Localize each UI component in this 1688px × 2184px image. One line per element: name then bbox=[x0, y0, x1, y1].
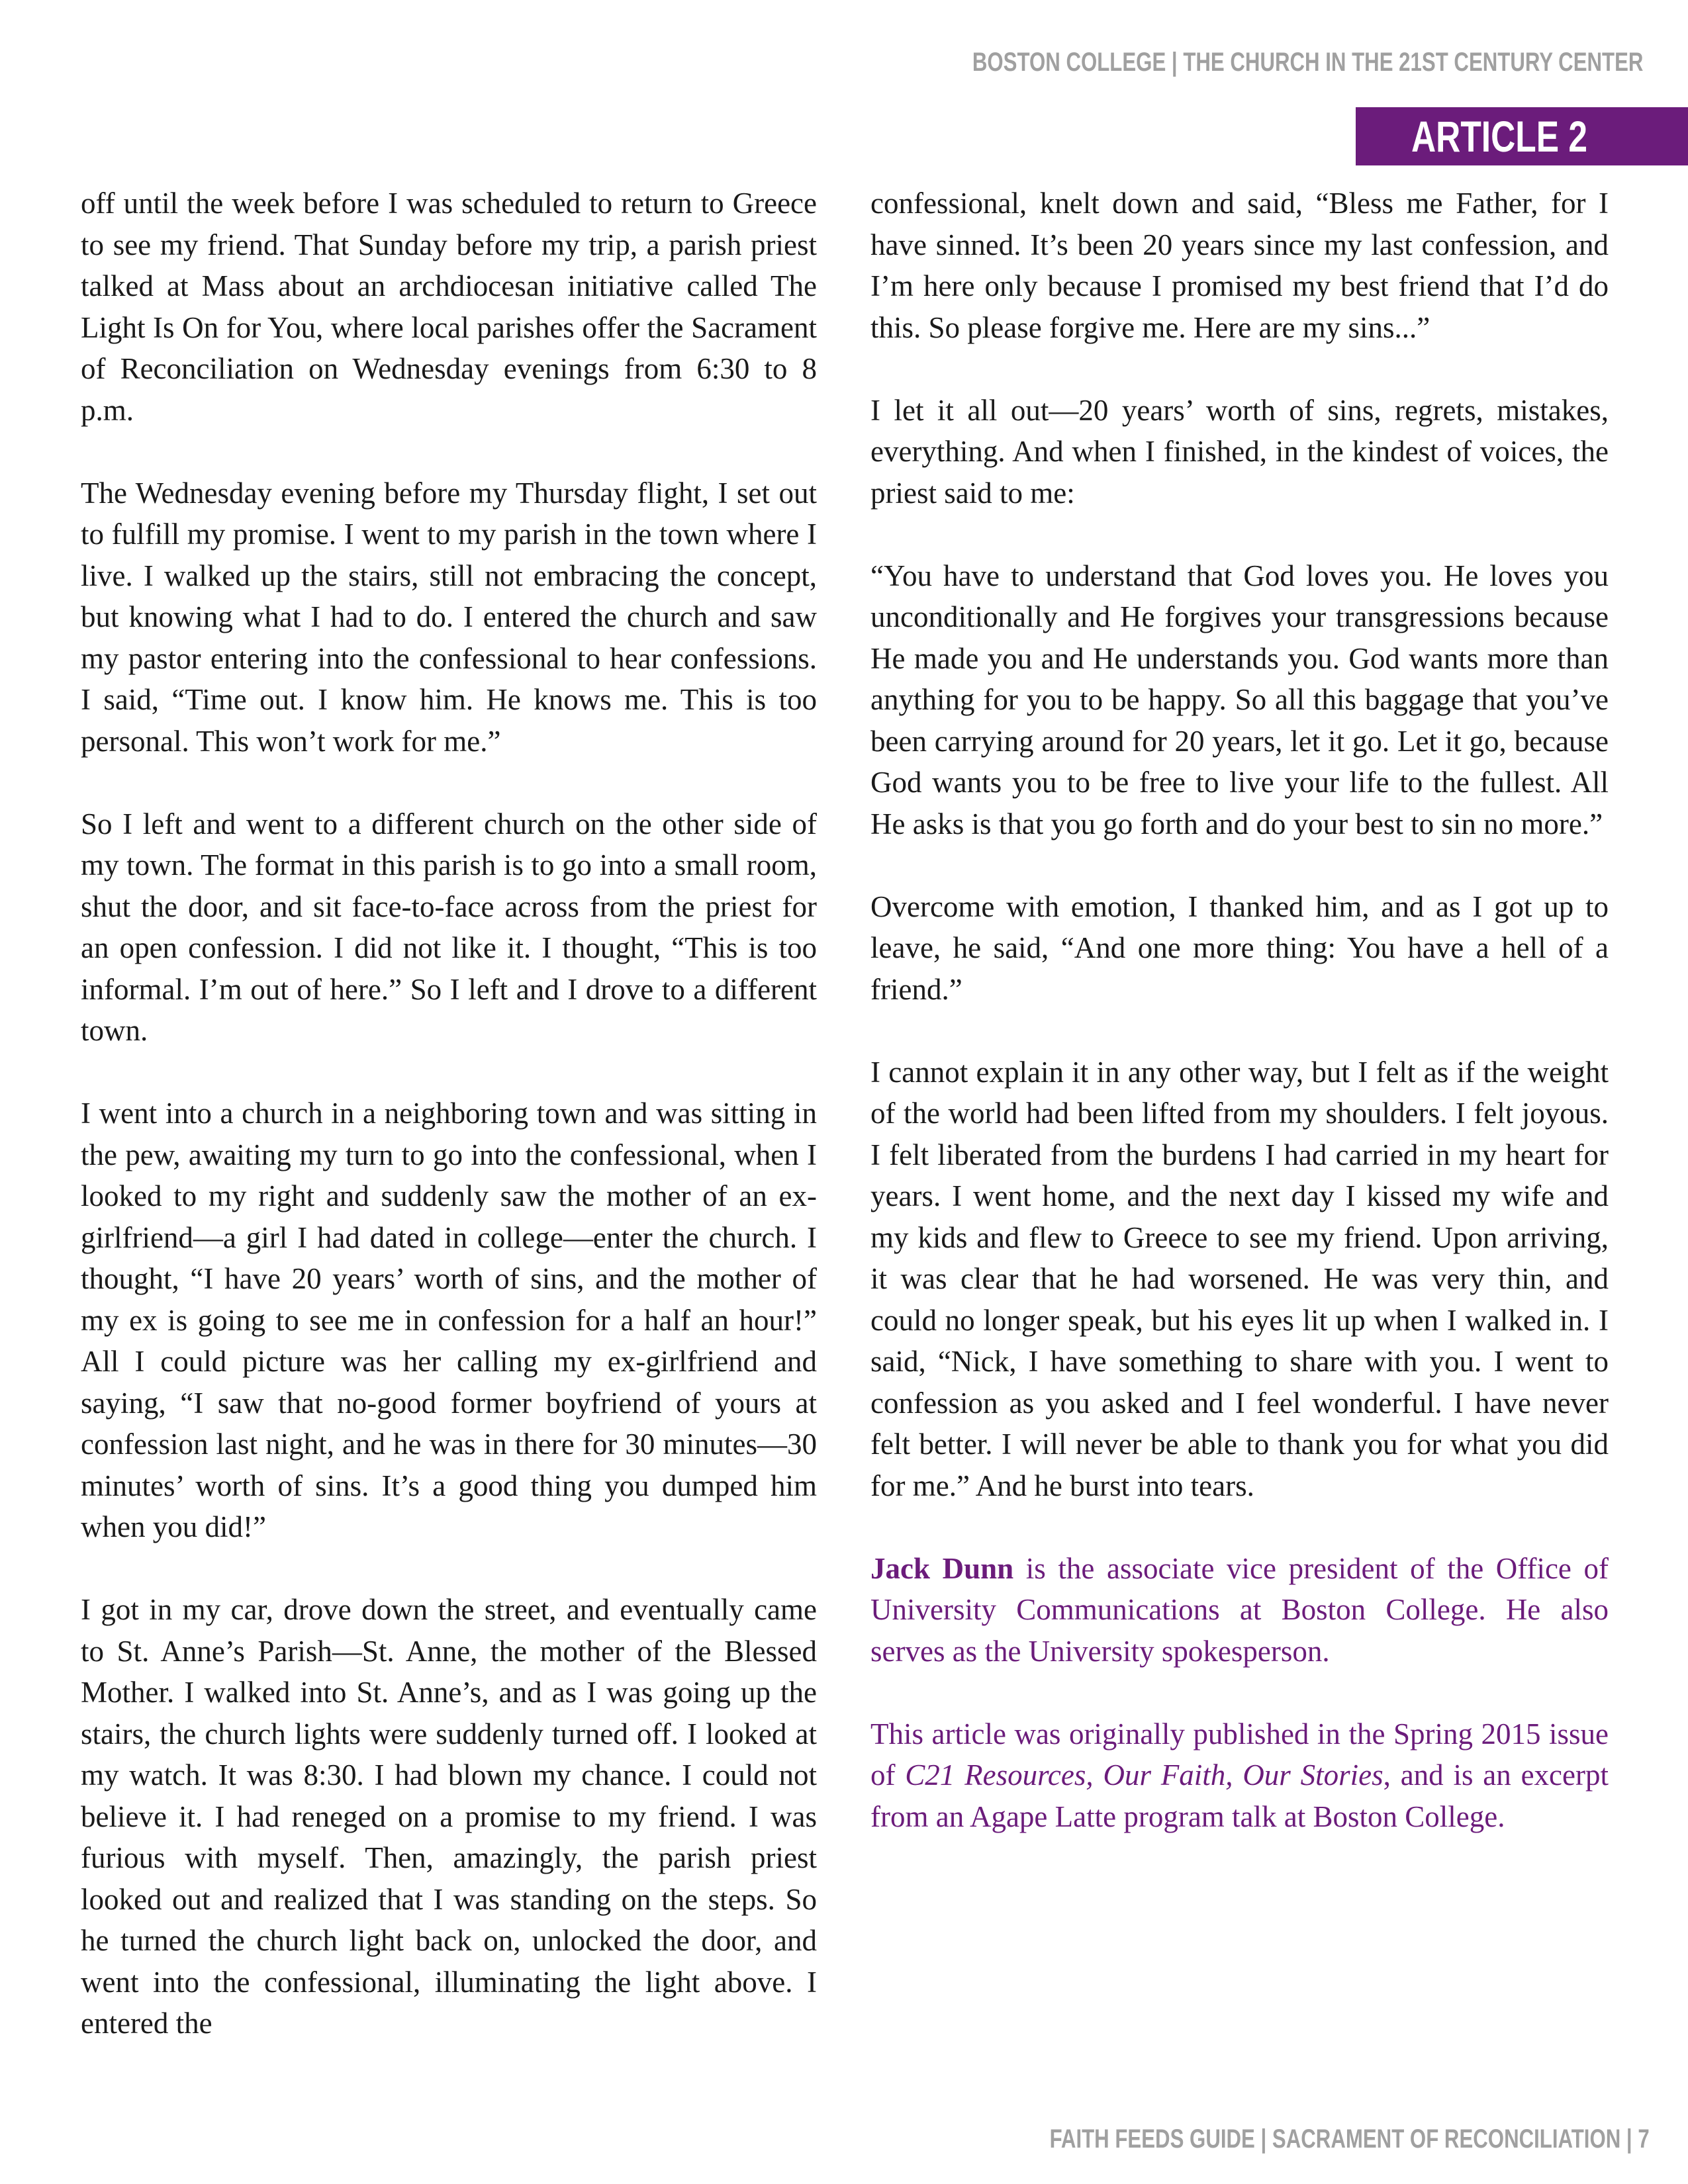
author-name: Jack Dunn bbox=[870, 1551, 1014, 1585]
article-label: ARTICLE 2 bbox=[1411, 112, 1588, 161]
author-bio-text: is the associate vice president of the Office of University Communications at Boston College. He also serves as the University spokesperson. bbox=[870, 1551, 1609, 1668]
paragraph: “You have to understand that God loves you. He loves you unconditionally and He forgives your transgressions because He made you and He understands you. God wants more than anything for you to be happy. So all this baggage that you’ve been carrying around for 20 years, let it go. Let it go, because God wants you to be free to live your life to the fullest. All He asks is that you go forth and do your best to sin no more.” bbox=[870, 559, 1609, 841]
paragraph: So I left and went to a different church on the other side of my town. The format in this parish is to go into a small room, shut the door, and sit face-to-face across from the priest for an open confession. I did not like it. I thought, “This is too informal. I’m out of here.” So I left and I drove to a different town. bbox=[81, 807, 817, 1047]
paragraph: confessional, knelt down and said, “Bless me Father, for I have sinned. It’s been 20 years since my last confession, and I’m here only because I promised my best friend that I’d do this. So please forgive me. Here are my sins...” bbox=[870, 187, 1609, 344]
paragraph: I let it all out—20 years’ worth of sins, regrets, mistakes, everything. And when I finished, in the kindest of voices, the priest said to me: bbox=[870, 393, 1609, 510]
paragraph: Overcome with emotion, I thanked him, and as I got up to leave, he said, “And one more thing: You have a hell of a friend.” bbox=[870, 889, 1609, 1006]
publication-title: C21 Resources, Our Faith, Our Stories bbox=[905, 1758, 1383, 1792]
left-column bbox=[81, 183, 817, 2085]
right-column bbox=[870, 183, 1609, 1879]
publication-note bbox=[870, 1713, 1609, 1838]
running-footer: FAITH FEEDS GUIDE | SACRAMENT OF RECONCILIATION | 7 bbox=[1049, 2124, 1650, 2154]
article-label-tab bbox=[1356, 107, 1688, 165]
author-bio bbox=[870, 1548, 1609, 1672]
paragraph: I got in my car, drove down the street, and eventually came to St. Anne’s Parish—St. Anne, the mother of the Blessed Mother. I walked into St. Anne’s, and as I was going up the stairs, the church lights were suddenly turned off. I looked at my watch. It was 8:30. I had blown my chance. I could not believe it. I had reneged on a promise to my friend. I was furious with myself. Then, amazingly, the parish priest looked out and realized that I was standing on the steps. So he turned the church light back on, unlocked the door, and went into the confessional, illuminating the light above. I entered the bbox=[81, 1593, 817, 2040]
running-header: BOSTON COLLEGE | THE CHURCH IN THE 21ST CENTURY CENTER bbox=[972, 48, 1643, 77]
paragraph: I cannot explain it in any other way, but I felt as if the weight of the world had been lifted from my shoulders. I felt joyous. I felt liberated from the burdens I had carried in my heart for years. I went home, and the next day I kissed my wife and my kids and flew to Greece to see my friend. Upon arriving, it was clear that he had worsened. He was very thin, and could no longer speak, but his eyes lit up when I walked in. I said, “Nick, I have something to share with you. I went to confession as you asked and I feel wonderful. I have never felt better. I will never be able to thank you for what you did for me.” And he burst into tears. bbox=[870, 1055, 1609, 1502]
publication-note-suffix: , and is an excerpt from an Agape Latte program talk at Boston College. bbox=[870, 1758, 1609, 1833]
paragraph: off until the week before I was scheduled to return to Greece to see my friend. That Sunday before my trip, a parish priest talked at Mass about an archdiocesan initiative called The Light Is On for You, where local parishes offer the Sacrament of Reconciliation on Wednesday evenings from 6:30 to 8 p.m. bbox=[81, 187, 817, 427]
paragraph: I went into a church in a neighboring town and was sitting in the pew, awaiting my turn to go into the confessional, when I looked to my right and suddenly saw the mother of an ex-girlfriend—a girl I had dated in college—enter the church. I thought, “I have 20 years’ worth of sins, and the mother of my ex is going to see me in confession for a half an hour!” All I could picture was her calling my ex-girlfriend and saying, “I saw that no-good former boyfriend of yours at confession last night, and he was in there for 30 minutes—30 minutes’ worth of sins. It’s a good thing you dumped him when you did!” bbox=[81, 1097, 817, 1543]
paragraph: The Wednesday evening before my Thursday flight, I set out to fulfill my promise. I went to my parish in the town where I live. I walked up the stairs, still not embracing the concept, but knowing what I had to do. I entered the church and saw my pastor entering into the confessional to hear confessions. I said, “Time out. I know him. He knows me. This is too personal. This won’t work for me.” bbox=[81, 476, 817, 758]
publication-note-prefix: This article was originally published in the Spring 2015 issue of bbox=[870, 1717, 1609, 1792]
